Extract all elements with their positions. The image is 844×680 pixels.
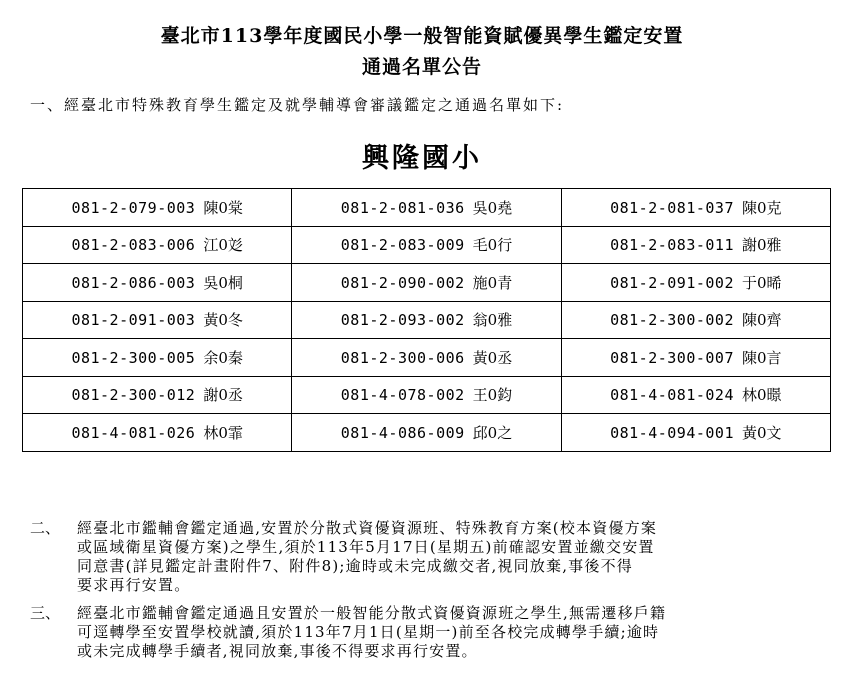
student-id: 081-4-081-026 xyxy=(71,423,196,442)
student-id: 081-2-083-011 xyxy=(610,236,734,255)
student-id: 081-4-078-002 xyxy=(340,386,465,405)
note-line: 或未完成轉學手續者,視同放棄,事後不得要求再行安置。 xyxy=(77,642,478,660)
student-id: 081-2-093-002 xyxy=(340,311,465,330)
student-id: 081-2-081-036 xyxy=(340,198,465,217)
note-text xyxy=(77,604,820,661)
student-id: 081-2-091-002 xyxy=(610,273,734,292)
student-cell xyxy=(561,339,830,377)
table-row xyxy=(23,264,831,302)
student-cell xyxy=(561,189,830,227)
table-row xyxy=(23,376,831,414)
student-name: 吳0堯 xyxy=(472,198,513,217)
student-name: 翁0雅 xyxy=(472,311,513,330)
student-cell xyxy=(23,414,292,452)
student-cell xyxy=(561,264,830,302)
student-id: 081-4-094-001 xyxy=(610,423,734,442)
note-item-3 xyxy=(30,604,820,661)
note-line: 同意書(詳見鑑定計畫附件7、附件8);逾時或未完成繳交者,視同放棄,事後不得 xyxy=(77,557,633,575)
student-cell xyxy=(561,414,830,452)
student-cell xyxy=(23,339,292,377)
student-cell xyxy=(292,414,561,452)
student-name: 黃0丞 xyxy=(472,348,513,367)
student-name: 陳0棠 xyxy=(203,198,243,217)
student-list-table xyxy=(22,188,831,452)
student-id: 081-2-081-037 xyxy=(610,198,734,217)
student-name: 毛0行 xyxy=(472,236,513,255)
student-name: 謝0雅 xyxy=(742,236,782,255)
student-cell xyxy=(561,301,830,339)
note-line: 要求再行安置。 xyxy=(77,576,191,594)
student-id: 081-4-086-009 xyxy=(340,423,465,442)
table-row xyxy=(23,339,831,377)
note-item-2 xyxy=(30,519,820,595)
student-cell xyxy=(23,301,292,339)
student-id: 081-2-083-009 xyxy=(340,236,465,255)
student-name: 陳0克 xyxy=(742,198,782,217)
note-number: 二、 xyxy=(30,519,61,537)
note-line: 經臺北市鑑輔會鑑定通過且安置於一般智能分散式資優資源班之學生,無需遷移戶籍 xyxy=(77,604,667,622)
student-name: 林0霏 xyxy=(203,423,243,442)
student-name: 邱0之 xyxy=(472,423,513,442)
student-cell xyxy=(292,226,561,264)
student-id: 081-2-079-003 xyxy=(71,198,196,217)
student-id: 081-2-300-012 xyxy=(71,386,196,405)
student-cell xyxy=(23,376,292,414)
table-row xyxy=(23,189,831,227)
announcement-title: 臺北市113學年度國民小學一般智能資賦優異學生鑑定安置 xyxy=(160,25,684,47)
note-line: 經臺北市鑑輔會鑑定通過,安置於分散式資優資源班、特殊教育方案(校本資優方案 xyxy=(77,519,658,537)
table-row xyxy=(23,414,831,452)
student-name: 黃0冬 xyxy=(203,311,243,330)
student-cell xyxy=(561,226,830,264)
student-name: 施0青 xyxy=(472,273,513,292)
student-cell xyxy=(292,264,561,302)
student-id: 081-2-300-007 xyxy=(610,348,734,367)
student-id: 081-2-300-005 xyxy=(71,348,196,367)
announcement-subtitle: 通過名單公告 xyxy=(361,56,482,78)
student-name: 陳0言 xyxy=(742,348,782,367)
student-cell xyxy=(561,376,830,414)
student-id: 081-2-091-003 xyxy=(71,311,196,330)
note-text xyxy=(77,519,820,595)
student-cell xyxy=(292,339,561,377)
table-row xyxy=(23,226,831,264)
student-name: 余0秦 xyxy=(203,348,243,367)
student-cell xyxy=(23,189,292,227)
student-name: 于0晞 xyxy=(742,273,782,292)
student-cell xyxy=(23,264,292,302)
note-line: 或區域衛星資優方案)之學生,須於113年5月17日(星期五)前確認安置並繳交安置 xyxy=(77,538,655,556)
note-number: 三、 xyxy=(30,604,61,622)
student-name: 謝0丞 xyxy=(203,386,243,405)
student-cell xyxy=(23,226,292,264)
student-cell xyxy=(292,376,561,414)
student-name: 吳0桐 xyxy=(203,273,243,292)
student-id: 081-2-083-006 xyxy=(71,236,196,255)
note-line: 可逕轉學至安置學校就讀,須於113年7月1日(星期一)前至各校完成轉學手續;逾時 xyxy=(77,623,660,641)
student-id: 081-2-300-002 xyxy=(610,311,734,330)
student-name: 林0暻 xyxy=(742,386,782,405)
student-id: 081-2-090-002 xyxy=(340,273,465,292)
student-name: 王0鈞 xyxy=(472,386,513,405)
student-cell xyxy=(292,189,561,227)
student-id: 081-2-086-003 xyxy=(71,273,196,292)
intro-text: 一、經臺北市特殊教育學生鑑定及就學輔導會審議鑑定之通過名單如下: xyxy=(30,96,565,114)
student-id: 081-2-300-006 xyxy=(340,348,465,367)
table-row xyxy=(23,301,831,339)
student-name: 陳0齊 xyxy=(742,311,782,330)
student-name: 江0彣 xyxy=(203,236,243,255)
student-cell xyxy=(292,301,561,339)
school-name: 興隆國小 xyxy=(362,143,482,174)
student-id: 081-4-081-024 xyxy=(610,386,734,405)
student-name: 黃0文 xyxy=(742,423,782,442)
